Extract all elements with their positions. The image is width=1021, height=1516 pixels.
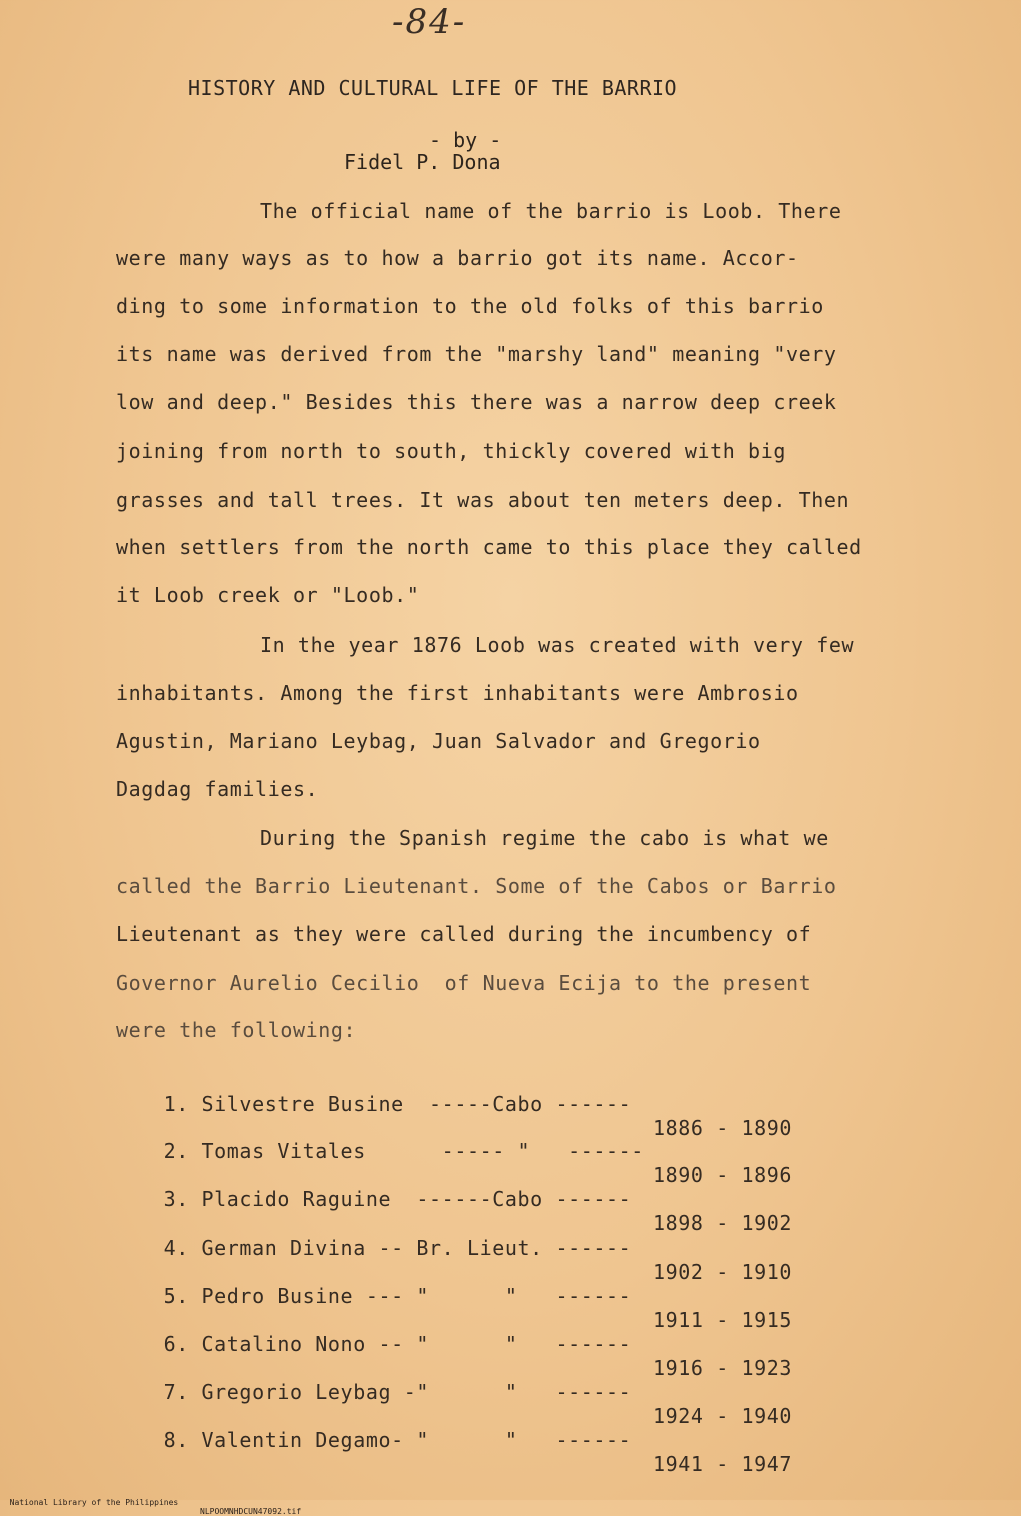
paragraph-line: In the year 1876 Loob was created with very few (260, 633, 855, 657)
paragraph-line: called the Barrio Lieutenant. Some of the Cabos or Barrio (116, 874, 837, 898)
official-years: 1911 - 1915 (653, 1308, 793, 1332)
paragraph-line: Lieutenant as they were called during the incumbency of (116, 922, 812, 946)
official-years: 1890 - 1896 (653, 1163, 793, 1187)
document-title: HISTORY AND CULTURAL LIFE OF THE BARRIO (188, 76, 678, 100)
official-entry: 2. Tomas Vitales ----- " ------ (163, 1139, 644, 1163)
paragraph-line: were many ways as to how a barrio got its name. Accor- (116, 246, 799, 270)
paragraph-line: inhabitants. Among the first inhabitants were Ambrosio (116, 681, 799, 705)
official-entry: 4. German Divina -- Br. Lieut. ------ (163, 1236, 632, 1260)
official-entry: 3. Placido Raguine ------Cabo ------ (163, 1187, 632, 1211)
author-name: Fidel P. Dona (344, 150, 501, 174)
paragraph-line: The official name of the barrio is Loob. There (260, 199, 842, 223)
official-entry: 8. Valentin Degamo- " " ------ (163, 1428, 632, 1452)
paragraph-line: were the following: (116, 1018, 357, 1042)
page-number: -84- (392, 2, 467, 42)
paragraph-line: grasses and tall trees. It was about ten meters deep. Then (116, 488, 850, 512)
paragraph-line: Agustin, Mariano Leybag, Juan Salvador and Gregorio (116, 729, 761, 753)
official-years: 1941 - 1947 (653, 1452, 793, 1476)
library-label: National Library of the Philippines (9, 1498, 179, 1507)
official-entry: 6. Catalino Nono -- " " ------ (163, 1332, 632, 1356)
official-entry: 7. Gregorio Leybag -" " ------ (163, 1380, 632, 1404)
paragraph-line: During the Spanish regime the cabo is what we (260, 826, 829, 850)
file-name: NLPOOMNHDCUN47092.tif (200, 1507, 302, 1516)
paragraph-line: Dagdag families. (116, 777, 319, 801)
official-entry: 1. Silvestre Busine -----Cabo ------ (163, 1092, 632, 1116)
official-years: 1916 - 1923 (653, 1356, 793, 1380)
official-years: 1924 - 1940 (653, 1404, 793, 1428)
official-years: 1898 - 1902 (653, 1211, 793, 1235)
paragraph-line: ding to some information to the old folks of this barrio (116, 294, 824, 318)
paragraph-line: joining from north to south, thickly covered with big (116, 439, 786, 463)
official-years: 1902 - 1910 (653, 1260, 793, 1284)
paragraph-line: low and deep." Besides this there was a narrow deep creek (116, 390, 837, 414)
scan-footer (0, 1489, 302, 1516)
byline: - by - (429, 128, 502, 152)
paragraph-line: it Loob creek or "Loob." (116, 583, 420, 607)
paragraph-line: when settlers from the north came to this place they called (116, 535, 862, 559)
paragraph-line: its name was derived from the "marshy land" meaning "very (116, 342, 837, 366)
official-entry: 5. Pedro Busine --- " " ------ (163, 1284, 632, 1308)
paragraph-line: Governor Aurelio Cecilio of Nueva Ecija to the present (116, 971, 812, 995)
official-years: 1886 - 1890 (653, 1116, 793, 1140)
